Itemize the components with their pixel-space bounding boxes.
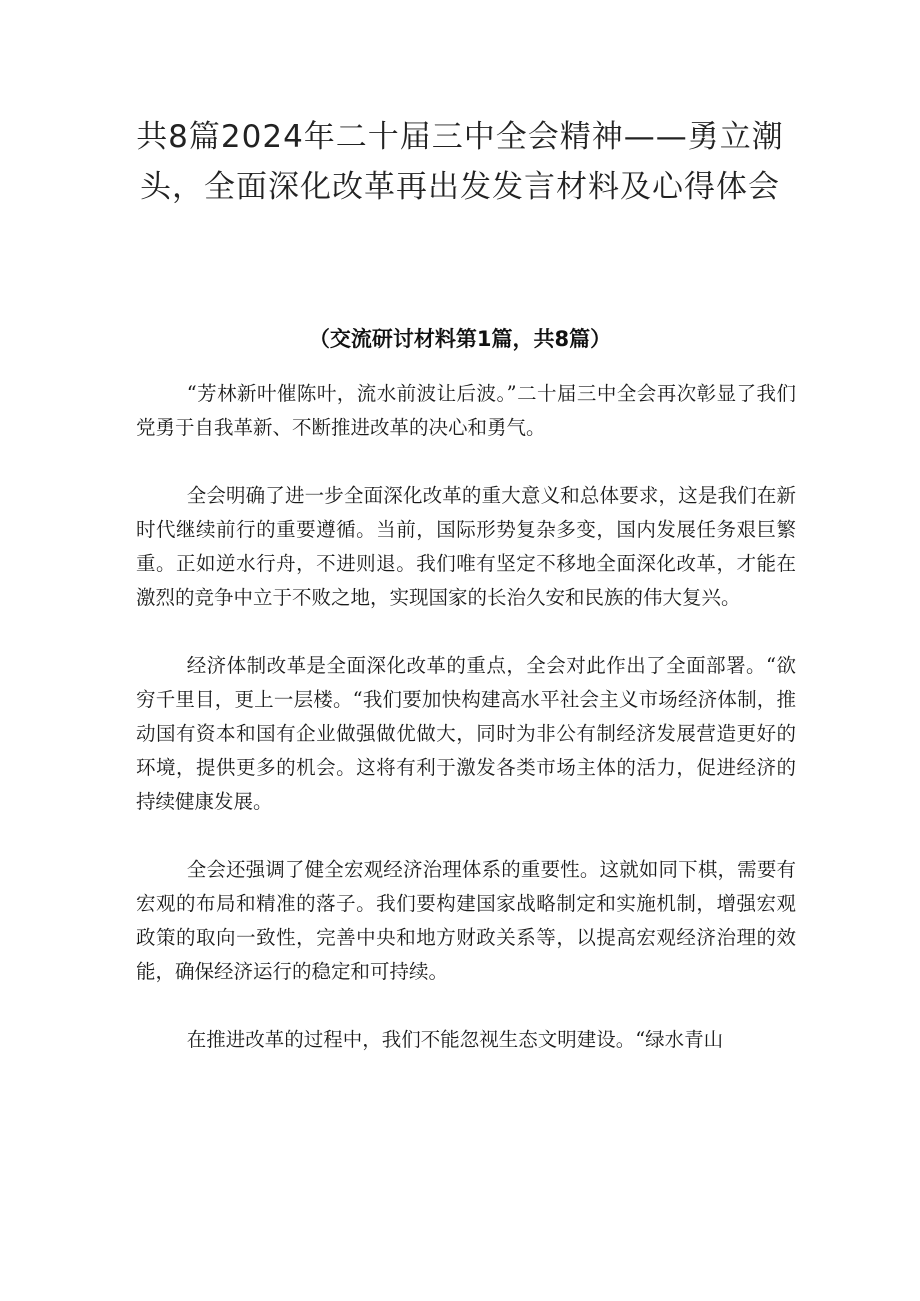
document-subtitle: （交流研讨材料第1篇，共8篇） [308,327,612,351]
document-title: 共8篇2024年二十届三中全会精神——勇立潮头，全面深化改革再出发发言材料及心得体会 [136,119,784,205]
paragraph: 全会还强调了健全宏观经济治理体系的重要性。这就如同下棋，需要有宏观的布局和精准的落子。我们要构建国家战略制定和实施机制，增强宏观政策的取向一致性，完善中央和地方财政关系等，以提高宏观经济治理的效能，确保经济运行的稳定和可持续。 [136,858,796,983]
paragraph: “芳林新叶催陈叶，流水前波让后波。”二十届三中全会再次彰显了我们党勇于自我革新、不断推进改革的决心和勇气。 [136,382,796,439]
paragraph: 经济体制改革是全面深化改革的重点，全会对此作出了全面部署。“欲穷千里目，更上一层楼。“我们要加快构建高水平社会主义市场经济体制，推动国有资本和国有企业做强做优做大，同时为非公有制经济发展营造更好的环境，提供更多的机会。这将有利于激发各类市场主体的活力，促进经济的持续健康发展。 [136,654,796,813]
paragraph: 在推进改革的过程中，我们不能忽视生态文明建设。“绿水青山 [186,1028,724,1051]
paragraph: 全会明确了进一步全面深化改革的重大意义和总体要求，这是我们在新时代继续前行的重要遵循。当前，国际形势复杂多变，国内发展任务艰巨繁重。正如逆水行舟，不进则退。我们唯有坚定不移地全面深化改革，才能在激烈的竞争中立于不败之地，实现国家的长治久安和民族的伟大复兴。 [136,484,796,609]
document-body [136,377,796,1091]
